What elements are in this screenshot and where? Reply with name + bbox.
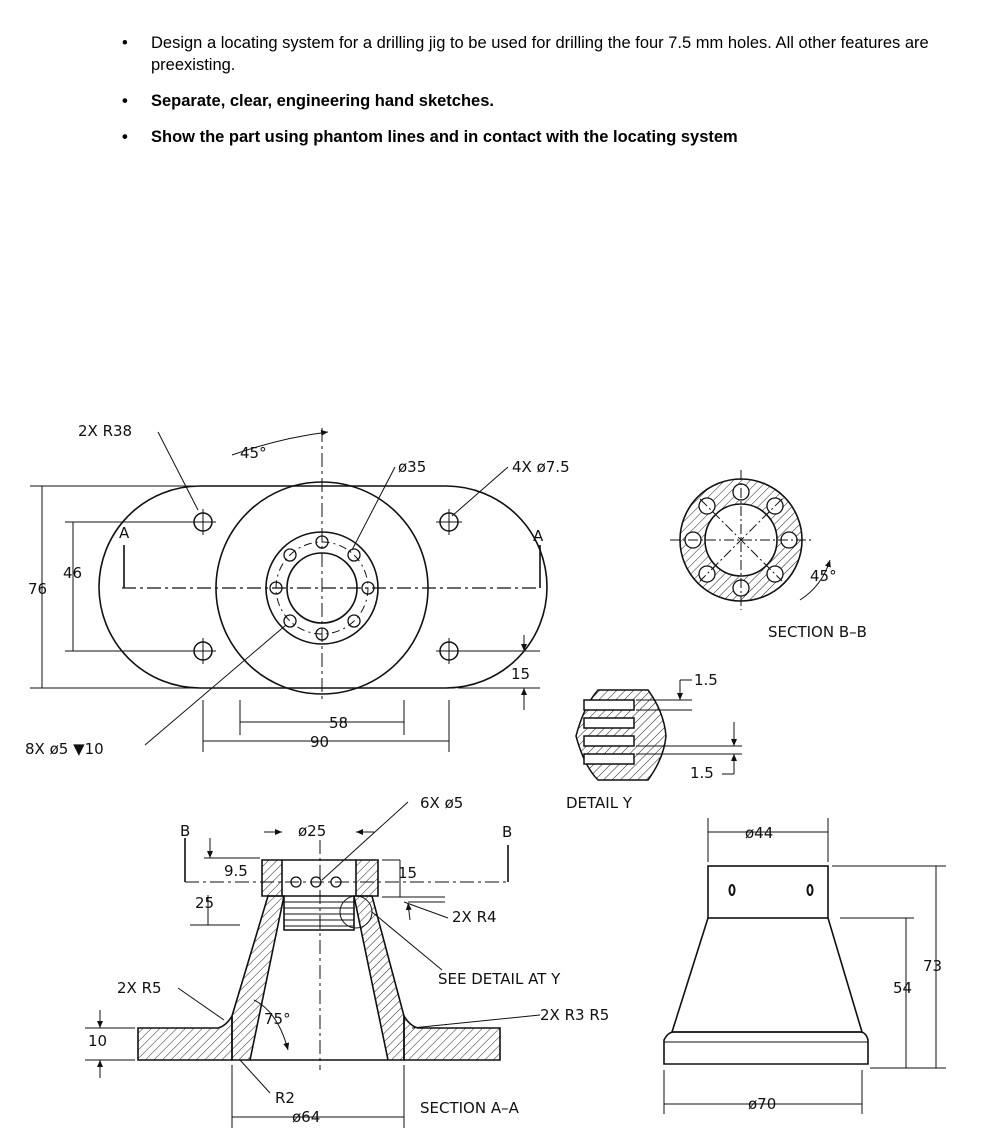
dim-76-label: 76 [28,580,48,598]
diameter-label: ø44 [745,824,774,842]
section-a-left-label: A [119,524,130,542]
bullet-icon: • [122,92,128,110]
angle-label: 45° [240,444,267,462]
detail-title: DETAIL Y [566,794,632,812]
dim-9-5-label: 9.5 [224,862,248,880]
dim-90-label: 90 [310,733,330,751]
small-hole-callout: 8X ø5 ▼10 [25,740,104,758]
section-a-a [85,802,540,1128]
section-b-b [670,470,830,610]
bullet-icon: • [122,128,128,146]
top-view [30,428,547,752]
dim-1-5-label: 1.5 [690,764,714,782]
see-detail-label: SEE DETAIL AT Y [438,970,561,988]
radius-label: 2X R38 [78,422,133,440]
hole-callout-label: 4X ø7.5 [512,458,570,476]
detail-y [576,680,742,780]
dim-25-label: 25 [195,894,215,912]
dim-15-label: 15 [511,665,531,683]
radius-label: 2X R5 [117,979,162,997]
radius-label: R2 [275,1089,295,1107]
section-title: SECTION B–B [768,623,867,641]
radius-label: 2X R4 [452,908,497,926]
instruction-text: Design a locating system for a drilling jig to be used for drilling the four 7.5 mm holes. All other features are preexisting. [151,34,929,74]
section-a-right-label: A [533,527,544,545]
dim-1-5-label: 1.5 [694,671,718,689]
section-a-a-labels [88,794,609,1126]
dim-15-label: 15 [398,864,418,882]
section-title: SECTION A–A [420,1099,519,1117]
dim-58-label: 58 [329,714,349,732]
diameter-label: ø35 [398,458,427,476]
instruction-text: Separate, clear, engineering hand sketches. [151,92,494,110]
bullet-icon: • [122,34,128,52]
diameter-label: ø25 [298,822,327,840]
flange-outline [99,486,547,688]
top-view-labels [25,422,570,758]
dim-73-label: 73 [923,957,943,975]
radius-label: 2X R3 R5 [540,1006,610,1024]
diameter-label: ø64 [292,1108,321,1126]
angle-label: 45° [810,567,837,585]
section-b-right-label: B [502,823,513,841]
hole-callout-label: 6X ø5 [420,794,464,812]
angle-label: 75° [264,1010,291,1028]
dim-10-label: 10 [88,1032,108,1050]
diameter-label: ø70 [748,1095,777,1113]
section-b-left-label: B [180,822,191,840]
side-view [664,818,946,1114]
dim-46-label: 46 [63,564,83,582]
dim-54-label: 54 [893,979,913,997]
instruction-text: Show the part using phantom lines and in contact with the locating system [151,128,738,146]
